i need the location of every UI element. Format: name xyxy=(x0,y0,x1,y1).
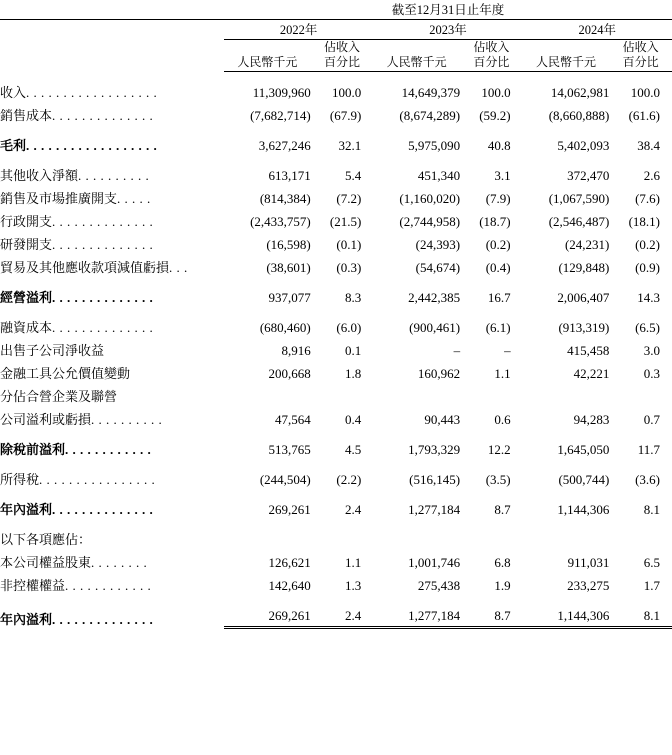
table-row xyxy=(0,283,672,306)
cell-amount: 513,765 xyxy=(268,442,311,457)
cell-percent: (7.9) xyxy=(485,191,511,206)
cell-amount: (16,598) xyxy=(266,237,311,252)
row-label xyxy=(0,435,224,458)
cell-percent: (7.2) xyxy=(336,191,362,206)
cell-percent: 0.1 xyxy=(345,343,362,358)
period-title: 截至12月31日止年度 xyxy=(391,3,505,17)
row-spacer xyxy=(0,124,672,131)
leader-dots: . . . . . . . . . . . . . . xyxy=(52,290,154,305)
unit-pct-line1-2024: 佔收入 xyxy=(622,40,659,54)
cell-amount: (7,682,714) xyxy=(250,108,311,123)
cell-amount: (24,393) xyxy=(415,237,461,252)
cell-percent: 11.7 xyxy=(637,442,660,457)
cell-amount: (244,504) xyxy=(259,472,311,487)
table-row xyxy=(0,161,672,184)
leader-dots: . . . . . . . . . . . . . . . . . . xyxy=(26,138,158,153)
row-label xyxy=(0,161,224,184)
unit-pct-line1-2023: 佔收入 xyxy=(473,40,510,54)
row-spacer xyxy=(0,306,672,313)
leader-dots: . . . . . . . . xyxy=(91,555,148,570)
cell-amount xyxy=(523,525,610,548)
leader-dots: . . . . . . . . . . . . . . xyxy=(52,611,154,627)
cell-amount: (814,384) xyxy=(259,191,311,206)
leader-dots: . . . . . . . . . . . . . . xyxy=(52,320,154,335)
row-label xyxy=(0,78,224,101)
cell-amount: 269,261 xyxy=(268,502,311,517)
table-row xyxy=(0,601,672,628)
cell-percent: 3.1 xyxy=(494,168,511,183)
cell-percent: 8.3 xyxy=(345,290,362,305)
cell-percent: 1.7 xyxy=(643,578,660,593)
cell-percent: 100.0 xyxy=(481,85,511,100)
cell-percent: (7.6) xyxy=(635,191,660,206)
cell-percent: (67.9) xyxy=(329,108,362,123)
cell-percent: (6.1) xyxy=(485,320,511,335)
unit-amount-text-2024: 人民幣千元 xyxy=(535,55,596,69)
cell-percent xyxy=(460,525,523,548)
cell-amount: (38,601) xyxy=(266,260,311,275)
cell-percent: (3.6) xyxy=(635,472,660,487)
table-row xyxy=(0,571,672,594)
unit-pct-2022 xyxy=(311,40,374,71)
row-label-text: 以下各項應佔： xyxy=(0,532,92,547)
table-row xyxy=(0,313,672,336)
row-label-text: 分佔合營企業及聯營 xyxy=(0,389,118,404)
row-spacer xyxy=(0,518,672,525)
unit-pct-line2-2023: 百分比 xyxy=(473,55,510,69)
unit-amount-text-2023: 人民幣千元 xyxy=(386,55,447,69)
cell-percent: 4.5 xyxy=(345,442,362,457)
cell-amount: 613,171 xyxy=(268,168,311,183)
row-label-text: 銷售成本 xyxy=(0,108,53,123)
leader-dots: . . . . . xyxy=(117,191,151,206)
cell-percent: 1.1 xyxy=(494,366,511,381)
table-row xyxy=(0,207,672,230)
row-label xyxy=(0,184,224,207)
cell-percent: 2.4 xyxy=(345,502,362,517)
cell-amount: 275,438 xyxy=(417,578,461,593)
cell-percent: 0.3 xyxy=(643,366,660,381)
cell-amount: 14,062,981 xyxy=(550,85,610,100)
unit-pct-2024 xyxy=(609,40,672,71)
cell-percent: (0.2) xyxy=(635,237,660,252)
leader-dots: . . . . . . . . . . xyxy=(91,412,163,427)
row-label xyxy=(0,495,224,518)
cell-percent: (6.0) xyxy=(336,320,362,335)
cell-amount: (1,067,590) xyxy=(548,191,610,206)
cell-amount: 1,277,184 xyxy=(408,502,461,517)
cell-percent: 16.7 xyxy=(487,290,511,305)
row-label-text: 經營溢利 xyxy=(0,290,53,305)
table-row xyxy=(0,253,672,276)
cell-amount: 14,649,379 xyxy=(401,85,461,100)
cell-percent: (18.1) xyxy=(628,214,660,229)
row-label xyxy=(0,359,224,382)
row-label-text: 研發開支 xyxy=(0,237,53,252)
leader-dots: . . . . . . . . . . . . . . xyxy=(52,502,154,517)
cell-percent: (3.5) xyxy=(485,472,511,487)
cell-percent: 0.4 xyxy=(345,412,362,427)
cell-percent: 3.0 xyxy=(643,343,660,358)
unit-pct-2023 xyxy=(460,40,523,71)
table-row xyxy=(0,525,672,548)
leader-dots: . . . . . . . . . . . . . . . . xyxy=(39,472,156,487)
financial-rows xyxy=(0,78,672,628)
row-spacer xyxy=(0,154,672,161)
row-label xyxy=(0,465,224,488)
row-label xyxy=(0,230,224,253)
cell-amount: 269,261 xyxy=(224,601,311,628)
row-label xyxy=(0,313,224,336)
cell-amount: 5,975,090 xyxy=(408,138,461,153)
unit-header-row xyxy=(0,40,672,71)
table-row xyxy=(0,336,672,359)
row-label-text: 非控權權益 xyxy=(0,578,66,593)
row-label xyxy=(0,207,224,230)
leader-dots: . . . . . . . . . . . . xyxy=(65,442,152,457)
row-label-text: 年內溢利 xyxy=(0,502,53,517)
unit-amount-2024 xyxy=(523,40,610,71)
cell-amount: – xyxy=(453,343,461,358)
cell-amount: 1,144,306 xyxy=(557,502,610,517)
row-label-text: 本公司權益股東 xyxy=(0,555,92,570)
cell-amount: 160,962 xyxy=(417,366,461,381)
cell-amount: (913,319) xyxy=(558,320,610,335)
cell-percent: 8.1 xyxy=(643,502,660,517)
cell-amount: (24,231) xyxy=(564,237,610,252)
cell-percent: 38.4 xyxy=(637,138,660,153)
year-2023: 2023年 xyxy=(429,23,467,37)
cell-percent: (21.5) xyxy=(329,214,362,229)
cell-amount: (516,145) xyxy=(409,472,461,487)
cell-amount: 2,006,407 xyxy=(557,290,610,305)
table-row xyxy=(0,359,672,382)
cell-amount: (129,848) xyxy=(558,260,610,275)
row-label-text: 所得稅 xyxy=(0,472,40,487)
unit-amount-2022 xyxy=(224,40,311,71)
cell-amount: 42,221 xyxy=(573,366,610,381)
leader-dots: . . . . . . . . . . . . . . xyxy=(52,237,154,252)
cell-percent: 8.7 xyxy=(460,601,523,628)
row-spacer xyxy=(0,594,672,601)
cell-amount xyxy=(224,382,311,405)
year-header-row xyxy=(0,20,672,39)
cell-amount: (680,460) xyxy=(259,320,311,335)
table-row xyxy=(0,465,672,488)
row-label xyxy=(0,336,224,359)
cell-percent: 1.3 xyxy=(345,578,362,593)
row-label-text: 年內溢利 xyxy=(0,611,53,627)
row-label xyxy=(0,548,224,571)
cell-percent: 8.7 xyxy=(494,502,511,517)
cell-amount: (1,160,020) xyxy=(399,191,461,206)
leader-dots: . . . . . . . . . . . . xyxy=(65,578,152,593)
cell-percent: 100.0 xyxy=(630,85,660,100)
row-label-text: 其他收入淨額 xyxy=(0,168,79,183)
cell-percent: (0.9) xyxy=(635,260,660,275)
cell-amount: (900,461) xyxy=(409,320,461,335)
row-label xyxy=(0,131,224,154)
cell-percent: (18.7) xyxy=(479,214,511,229)
row-label xyxy=(0,525,224,548)
cell-amount: (2,744,958) xyxy=(399,214,461,229)
row-label xyxy=(0,101,224,124)
cell-percent: (0.2) xyxy=(485,237,511,252)
year-2022: 2022年 xyxy=(279,23,318,37)
cell-amount: 200,668 xyxy=(268,366,311,381)
row-label xyxy=(0,571,224,594)
cell-amount: (2,546,487) xyxy=(548,214,610,229)
cell-amount: 90,443 xyxy=(424,412,461,427)
cell-amount: 126,621 xyxy=(268,555,311,570)
row-label xyxy=(0,253,224,276)
cell-percent: 0.6 xyxy=(494,412,511,427)
cell-amount: 1,645,050 xyxy=(557,442,610,457)
cell-amount: 2,442,385 xyxy=(408,290,461,305)
cell-amount: (500,744) xyxy=(558,472,610,487)
leader-dots: . . . . . . . . . . xyxy=(78,168,150,183)
cell-amount: 142,640 xyxy=(268,578,311,593)
row-label xyxy=(0,601,224,628)
table-row xyxy=(0,184,672,207)
cell-amount xyxy=(224,525,311,548)
cell-percent xyxy=(609,525,672,548)
year-2024: 2024年 xyxy=(578,23,617,37)
cell-amount: 372,470 xyxy=(567,168,610,183)
row-spacer xyxy=(0,428,672,435)
cell-percent: 2.6 xyxy=(643,168,660,183)
cell-amount: 5,402,093 xyxy=(557,138,610,153)
cell-percent xyxy=(460,382,523,405)
cell-percent: (61.6) xyxy=(628,108,660,123)
cell-amount: 94,283 xyxy=(573,412,610,427)
cell-percent: (59.2) xyxy=(479,108,511,123)
row-label-text: 毛利 xyxy=(0,138,27,153)
unit-pct-line1-2022: 佔收入 xyxy=(324,40,361,54)
cell-amount: (54,674) xyxy=(415,260,461,275)
table-row xyxy=(0,382,672,405)
table-row xyxy=(0,435,672,458)
cell-percent: 5.4 xyxy=(345,168,362,183)
cell-percent: 1.9 xyxy=(494,578,511,593)
leader-dots: . . . . . . . . . . . . . . xyxy=(52,214,154,229)
cell-amount: 1,793,329 xyxy=(408,442,461,457)
cell-amount xyxy=(523,382,610,405)
row-spacer xyxy=(0,488,672,495)
cell-percent: 12.2 xyxy=(487,442,511,457)
row-label xyxy=(0,382,224,405)
cell-percent: 1.1 xyxy=(345,555,362,570)
cell-amount: 3,627,246 xyxy=(258,138,311,153)
cell-percent: 2.4 xyxy=(311,601,374,628)
row-label xyxy=(0,405,224,428)
cell-amount: 11,309,960 xyxy=(252,85,311,100)
period-header-row xyxy=(0,0,672,18)
cell-amount xyxy=(373,382,460,405)
row-label-text: 金融工具公允價值變動 xyxy=(0,366,131,381)
cell-percent: 100.0 xyxy=(332,85,362,100)
cell-amount: 47,564 xyxy=(275,412,311,427)
table-row xyxy=(0,78,672,101)
cell-percent: 8.1 xyxy=(609,601,672,628)
leader-dots: . . . . . . . . . . . . . . . . . . xyxy=(26,85,158,100)
cell-percent: 40.8 xyxy=(487,138,511,153)
cell-percent: 0.7 xyxy=(643,412,660,427)
cell-amount xyxy=(373,525,460,548)
cell-amount: 937,077 xyxy=(268,290,311,305)
cell-percent xyxy=(311,382,374,405)
row-label xyxy=(0,283,224,306)
cell-percent: – xyxy=(504,343,511,358)
cell-amount: (2,433,757) xyxy=(250,214,311,229)
cell-percent: 1.8 xyxy=(345,366,362,381)
cell-percent xyxy=(609,382,672,405)
table-row xyxy=(0,405,672,428)
leader-dots: . . . xyxy=(169,260,188,275)
cell-percent: (0.1) xyxy=(336,237,362,252)
cell-percent: (0.3) xyxy=(336,260,362,275)
row-label-text: 公司溢利或虧損 xyxy=(0,412,92,427)
cell-amount: 233,275 xyxy=(567,578,610,593)
cell-amount: (8,660,888) xyxy=(548,108,610,123)
table-row xyxy=(0,495,672,518)
row-label-text: 銷售及市場推廣開支 xyxy=(0,191,118,206)
cell-amount: 1,277,184 xyxy=(373,601,460,628)
leader-dots: . . . . . . . . . . . . . . xyxy=(52,108,154,123)
table-row xyxy=(0,548,672,571)
cell-percent: (2.2) xyxy=(336,472,362,487)
cell-percent: 6.5 xyxy=(643,555,660,570)
unit-pct-line2-2022: 百分比 xyxy=(324,55,361,69)
table-row xyxy=(0,131,672,154)
cell-amount: 911,031 xyxy=(567,555,610,570)
unit-amount-text-2022: 人民幣千元 xyxy=(237,55,298,69)
row-label-text: 融資成本 xyxy=(0,320,53,335)
cell-amount: (8,674,289) xyxy=(399,108,461,123)
cell-amount: 415,458 xyxy=(567,343,610,358)
row-label-text: 除稅前溢利 xyxy=(0,442,66,457)
row-label-text: 行政開支 xyxy=(0,214,53,229)
row-spacer xyxy=(0,276,672,283)
table-row xyxy=(0,101,672,124)
cell-percent: 32.1 xyxy=(338,138,362,153)
cell-amount: 1,144,306 xyxy=(523,601,610,628)
cell-amount: 1,001,746 xyxy=(408,555,461,570)
row-spacer xyxy=(0,458,672,465)
cell-percent xyxy=(311,525,374,548)
row-label-text: 出售子公司淨收益 xyxy=(0,343,105,358)
cell-percent: 6.8 xyxy=(494,555,511,570)
unit-amount-2023 xyxy=(373,40,460,71)
cell-amount: 8,916 xyxy=(281,343,311,358)
cell-percent: (6.5) xyxy=(635,320,660,335)
row-label-text: 收入 xyxy=(0,85,27,100)
row-label-text: 貿易及其他應收款項減值虧損 xyxy=(0,260,170,275)
table-row xyxy=(0,230,672,253)
cell-percent: 14.3 xyxy=(637,290,660,305)
unit-pct-line2-2024: 百分比 xyxy=(622,55,659,69)
cell-amount: 451,340 xyxy=(417,168,461,183)
cell-percent: (0.4) xyxy=(485,260,511,275)
